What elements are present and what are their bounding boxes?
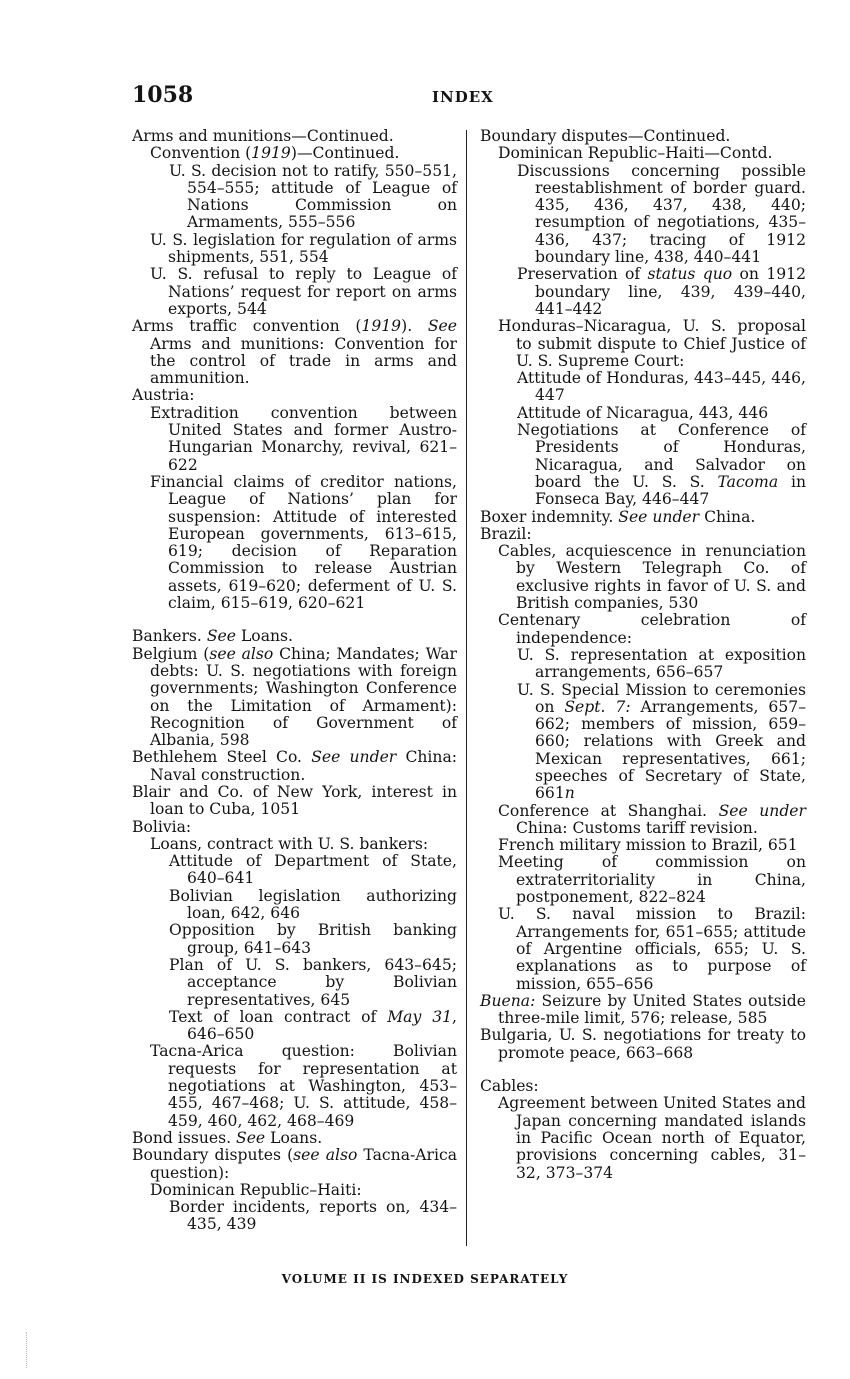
footer-note: VOLUME II IS INDEXED SEPARATELY xyxy=(281,1272,569,1286)
index-entry: Boundary disputes (see also Tacna-Arica question): xyxy=(132,1146,457,1182)
index-entry: Negotiations at Conference of Presidents of Honduras, Nicaragua, and Salvador on board the U. S. S. Tacoma in Fonseca Bay, 446–447 xyxy=(517,421,806,509)
index-entry: Border incidents, reports on, 434–435, 439 xyxy=(169,1198,457,1234)
index-entry: Arms and munitions—Continued. xyxy=(132,127,394,145)
page-number: 1058 xyxy=(132,82,194,108)
index-entry: U. S. representation at exposition arrangements, 656–657 xyxy=(517,645,806,682)
index-entry: Dominican Republic–Haiti—Contd. xyxy=(498,144,773,163)
index-entry: Blair and Co. of New York, interest in loan to Cuba, 1051 xyxy=(132,782,457,819)
index-column-left xyxy=(132,128,457,1234)
index-entry: Honduras–Nicaragua, U. S. proposal to submit dispute to Chief Justice of U. S. Supreme Court: xyxy=(498,317,806,370)
column-divider xyxy=(466,130,467,1246)
index-entry: Bolivian legislation authorizing loan, 642, 646 xyxy=(169,886,457,923)
index-entry: Bolivia: xyxy=(132,817,192,836)
index-entry: Preservation of status quo on 1912 boundary line, 439, 439–440, 441–442 xyxy=(517,265,807,318)
index-entry: Tacna-Arica question: Bolivian requests for representation at negotiations at Washington, 453–455, 467–468; U. S. attitude, 458–459, 460, 462, 468–469 xyxy=(150,1042,457,1130)
index-entry: Cables, acquiescence in renunciation by Western Telegraph Co. of exclusive rights in favor of U. S. and British companies, 530 xyxy=(498,542,806,613)
index-entry: Buena: Seizure by United States outside three-mile limit, 576; release, 585 xyxy=(480,991,806,1028)
index-entry: U. S. naval mission to Brazil: Arrangements for, 651–655; attitude of Argentine officials, 655; U. S. explanations as to purpose of mission, 655–656 xyxy=(498,905,806,993)
index-entry: Conference at Shanghai. See under China: Customs tariff revision. xyxy=(498,801,806,837)
index-entry: Boxer indemnity. See under China. xyxy=(480,507,756,526)
index-entry: French military mission to Brazil, 651 xyxy=(498,836,798,855)
index-entry: U. S. legislation for regulation of arms shipments, 551, 554 xyxy=(150,230,457,267)
index-column-right xyxy=(480,128,806,1182)
index-entry: U. S. Special Mission to ceremonies on Sept. 7: Arrangements, 657–662; members of mission, 659–660; relations with Greek and Mexican representatives, 661; speeches of Secretary of State, 661n xyxy=(517,680,806,803)
index-entry: Discussions concerning possible reestablishment of border guard. 435, 436, 437, 438, 440; resumption of negotiations, 435–436, 437; tracing of 1912 boundary line, 438, 440–441 xyxy=(517,161,806,267)
index-entry: Bethlehem Steel Co. See under China: Naval construction. xyxy=(132,748,457,784)
index-entry: Financial claims of creditor nations, League of Nations’ plan for suspension: Attitude of interested European governments, 613–615, 619; decision of Reparation Commission to release Austrian assets, 619–620; deferment of U. S. claim, 615–619, 620–621 xyxy=(150,472,457,613)
index-entry: Bankers. See Loans. xyxy=(132,627,293,646)
index-entry: Belgium (see also China; Mandates; War debts: U. S. negotiations with foreign governments; Washington Conference on the Limitation of Armament): Recognition of Government of Albania, 598 xyxy=(132,644,458,750)
index-entry: Plan of U. S. bankers, 643–645; acceptance by Bolivian representatives, 645 xyxy=(169,955,457,1009)
index-entry: Dominican Republic–Haiti: xyxy=(150,1180,362,1199)
index-entry: Boundary disputes—Continued. xyxy=(480,127,731,145)
index-entry: Cables: xyxy=(480,1077,539,1096)
index-entry: Extradition convention between United States and former Austro-Hungarian Monarchy, revival, 621–622 xyxy=(150,403,457,474)
index-entry: Bulgaria, U. S. negotiations for treaty to promote peace, 663–668 xyxy=(480,1026,806,1062)
index-entry: Loans, contract with U. S. bankers: xyxy=(150,834,429,853)
index-entry: Opposition by British banking group, 641–643 xyxy=(169,921,457,957)
scan-specks xyxy=(26,1332,29,1368)
index-entry: Attitude of Nicaragua, 443, 446 xyxy=(517,403,769,422)
index-entry: U. S. refusal to reply to League of Nations’ request for report on arms exports, 544 xyxy=(150,265,457,318)
index-entry: Arms traffic convention (1919). See Arms and munitions: Convention for the control of trade in arms and ammunition. xyxy=(132,317,457,388)
index-entry: Austria: xyxy=(132,386,195,405)
index-entry: Attitude of Honduras, 443–445, 446, 447 xyxy=(517,369,806,405)
index-entry: Bond issues. See Loans. xyxy=(132,1128,323,1147)
index-entry: Brazil: xyxy=(480,524,532,543)
index-entry: Attitude of Department of State, 640–641 xyxy=(169,852,457,888)
index-entry: Centenary celebration of independence: xyxy=(498,611,806,647)
running-header: INDEX xyxy=(432,88,494,106)
index-entry: U. S. decision not to ratify, 550–551, 554–555; attitude of League of Nations Commission on Armaments, 555–556 xyxy=(169,161,457,232)
index-entry: Meeting of commission on extraterritoriality in China, postponement, 822–824 xyxy=(498,853,806,907)
index-entry: Agreement between United States and Japan concerning mandated islands in Pacific Ocean north of Equator, provisions concerning cables, 31–32, 373–374 xyxy=(498,1094,806,1182)
index-entry: Convention (1919)—Continued. xyxy=(150,144,400,163)
index-entry: Text of loan contract of May 31, 646–650 xyxy=(169,1007,458,1044)
